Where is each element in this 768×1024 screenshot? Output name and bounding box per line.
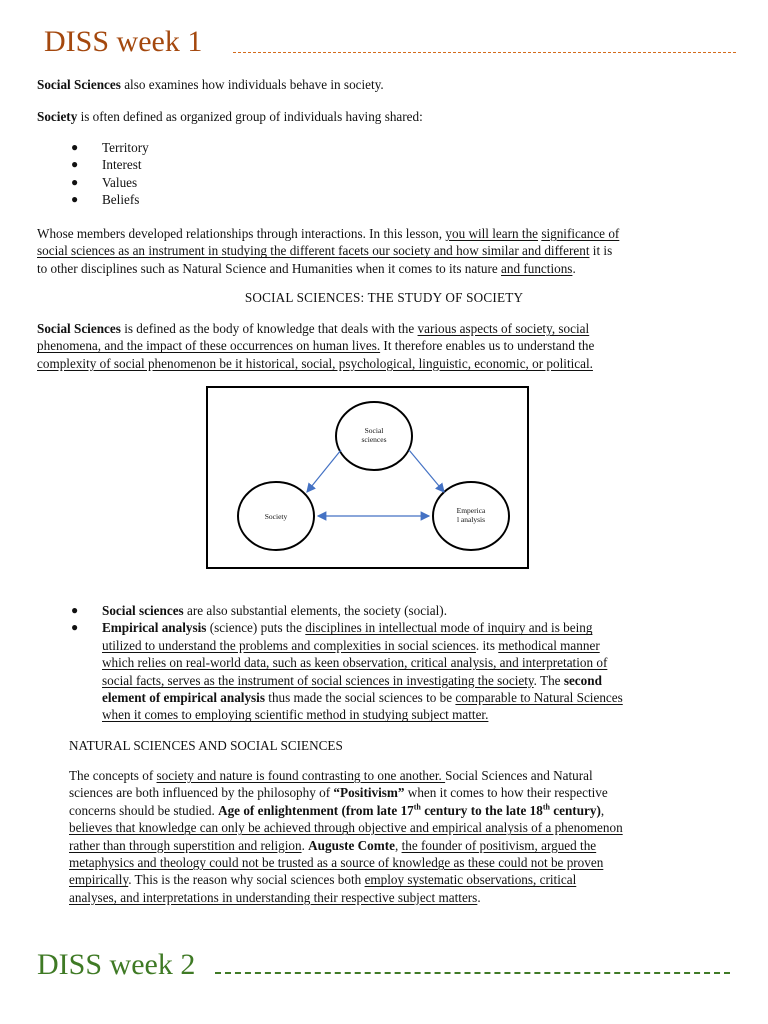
node-label-society: Society <box>264 512 288 521</box>
intro-paragraph-2: Society is often defined as organized group of individuals having shared: <box>37 109 423 124</box>
elements-list <box>71 602 702 724</box>
week2-dashed-rule <box>215 972 730 974</box>
section-heading-natural-vs-social: NATURAL SCIENCES AND SOCIAL SCIENCES <box>69 738 343 753</box>
list-item: ● Interest <box>71 157 142 173</box>
arrow-social-sciences-to-empirical <box>409 450 444 492</box>
list-item: ● Empirical analysis (science) puts the disciplines in intellectual mode of inquiry and is being utilized to understand the problems and complexities in social sciences. its methodical manner which relies on real-world data, such as keen observation, critical analysis, and interpretation of social facts, serves as the instrument of social sciences in investigating the society. The second element of empirical analysis thus made the social sciences to be comparable to Natural Sciences when it comes to employing scientific method in studying subject matter. <box>71 620 623 723</box>
definition-paragraph: Social Sciences is defined as the body of knowledge that deals with the various aspects of society, social phenomena, and the impact of these occurrences on human lives. It therefore enables us to understand the complexity of social phenomenon be it historical, social, psychological, linguistic, economic, or political. <box>37 321 595 371</box>
list-item: ● Social sciences are also substantial elements, the society (social). <box>71 603 447 618</box>
node-label-empirical-analysis: Emperica l analysis <box>456 506 486 524</box>
intro-paragraph-1: Social Sciences also examines how individuals behave in society. <box>37 77 384 92</box>
diagram-canvas <box>208 388 531 571</box>
arrow-social-sciences-to-society <box>307 450 341 492</box>
social-sciences-diagram <box>206 386 529 569</box>
section-heading-social-sciences: SOCIAL SCIENCES: THE STUDY OF SOCIETY <box>244 290 524 305</box>
list-item: ● Beliefs <box>71 192 140 208</box>
positivism-paragraph: The concepts of society and nature is found contrasting to one another. Social Sciences and Natural sciences are both influenced by the philosophy of “Positivism” when it comes to how their respective concerns should be studied. Age of enlightenment (from late 17th century to the late 18th century), believes that knowledge can only be achieved through objective and empirical analysis of a phenomenon rather than through superstition and religion. Auguste Comte, the founder of positivism, argued the metaphysics and theology could not be trusted as a source of knowledge as these could not be proven empirically. This is the reason why social sciences both employ systematic observations, critical analyses, and interpretations in understanding their respective subject matters. <box>69 768 623 905</box>
week2-title: DISS week 2 <box>37 948 196 981</box>
list-item: ● Values <box>71 174 138 190</box>
shared-attributes-list <box>71 139 402 209</box>
list-item: ● Territory <box>71 140 149 155</box>
week1-dashed-rule <box>233 52 736 53</box>
node-label-social-sciences: Social sciences <box>361 426 387 444</box>
lesson-paragraph: Whose members developed relationships through interactions. In this lesson, you will learn the significance of social sciences as an instrument in studying the different facets our society and how similar and different it is to other disciplines such as Natural Science and Humanities when it comes to its nature and functions. <box>37 226 620 276</box>
week1-title: DISS week 1 <box>44 25 203 58</box>
